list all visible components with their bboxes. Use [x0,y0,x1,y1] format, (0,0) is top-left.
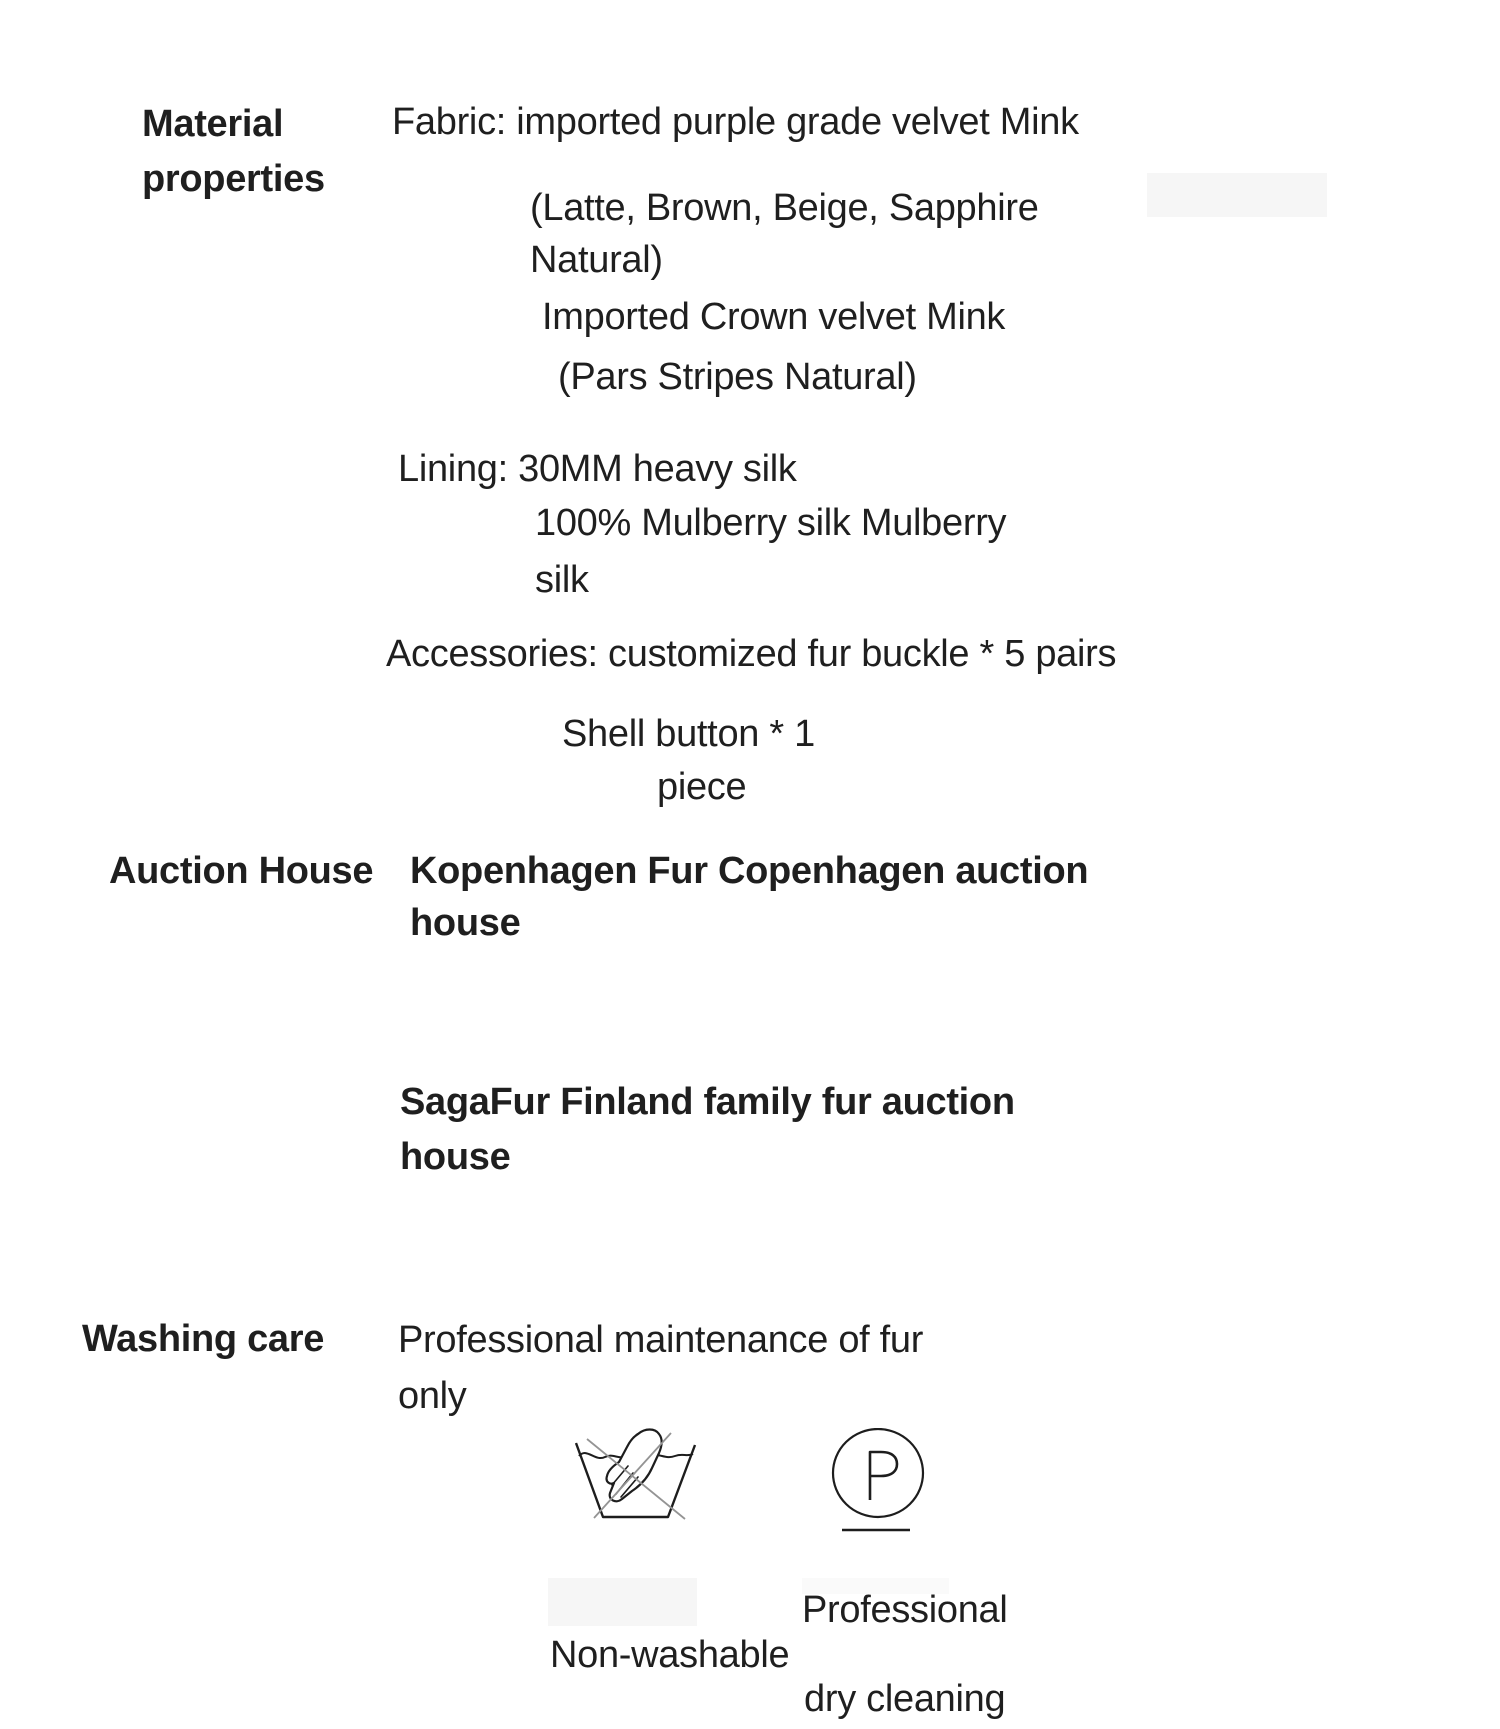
auction-house-kopenhagen [410,845,1088,949]
hand-wash-prohibited-icon [575,1425,697,1521]
lining-detail-line: silk [535,559,589,601]
professional-dry-cleaning-icon [831,1428,925,1534]
washing-care-instruction [398,1312,923,1424]
crown-fabric-line: Imported Crown velvet Mink [542,296,1006,338]
material-properties-label-line: properties [142,158,325,200]
hand-shape [607,1430,662,1502]
fabric-colors-line: Natural) [530,239,663,281]
auction-house-kopenhagen-line: house [410,902,521,944]
auction-house-kopenhagen-line: Kopenhagen Fur Copenhagen auction [410,850,1089,892]
crown-colors-line: (Pars Stripes Natural) [558,356,917,398]
washing-care-instruction-line: Professional maintenance of fur [398,1319,924,1361]
auction-house-sagafur-line: house [400,1136,511,1178]
auction-house-sagafur-line: SagaFur Finland family fur auction [400,1081,1015,1123]
circle-shape [833,1429,923,1517]
washing-care-label: Washing care [82,1318,325,1360]
lining-line: Lining: 30MM heavy silk [398,448,797,490]
letter-p-shape [870,1452,897,1500]
auction-house-sagafur [400,1075,1015,1185]
non-washable-caption: Non-washable [550,1634,790,1676]
accessories-detail-line: piece [657,766,747,808]
lining-detail-line: 100% Mulberry silk Mulberry [535,502,1007,544]
accessories-line: Accessories: customized fur buckle * 5 pairs [386,633,1117,675]
accessories-detail-line: Shell button * 1 [562,713,815,755]
fabric-colors [530,182,1039,286]
auction-house-label: Auction House [109,850,374,892]
dry-cleaning-caption-line: dry cleaning [804,1678,1006,1720]
translation-artifact-box [1147,173,1327,217]
fabric-line: Fabric: imported purple grade velvet Mink [392,101,1079,143]
fabric-colors-line: (Latte, Brown, Beige, Sapphire [530,187,1039,229]
lining-detail [535,495,1006,609]
translation-artifact-box [548,1578,697,1626]
dry-cleaning-caption-line: Professional [802,1589,1008,1631]
material-properties-label [142,97,325,207]
material-properties-label-line: Material [142,103,284,145]
washing-care-instruction-line: only [398,1375,467,1417]
